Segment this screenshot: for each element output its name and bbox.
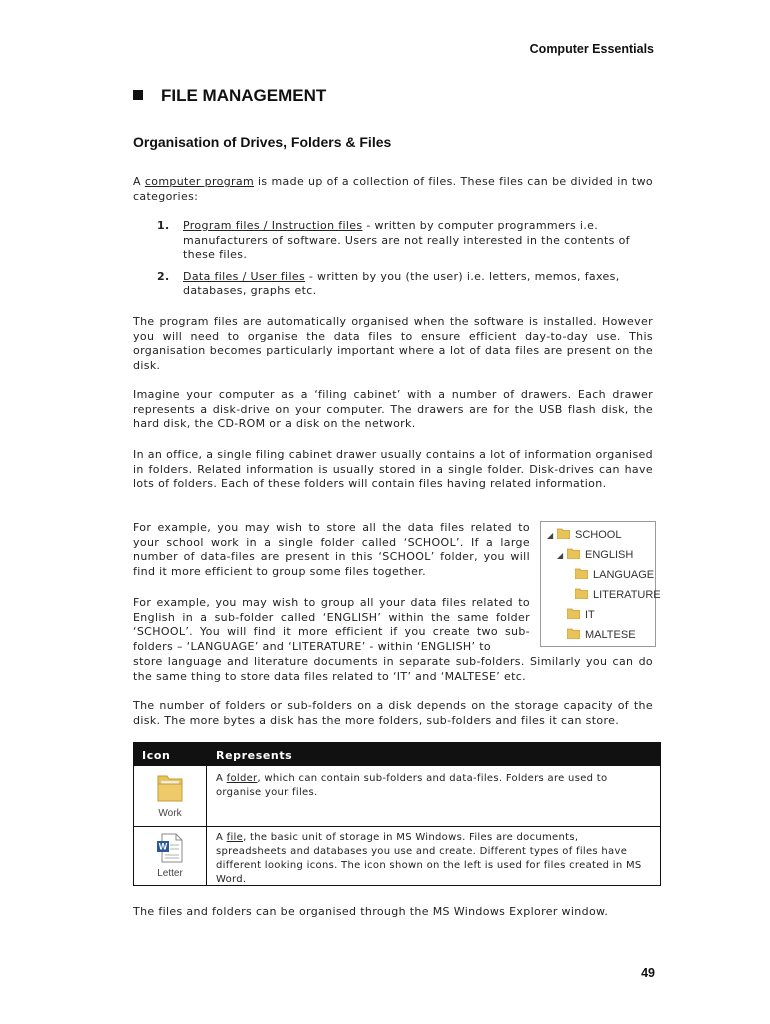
tree-node [557, 546, 633, 564]
folder-icon [567, 608, 580, 619]
page-number: 49 [641, 966, 655, 980]
expanded-triangle-icon: ◢ [547, 531, 554, 540]
list-item-number: 1. [157, 219, 170, 232]
intro-text-end: is made up of a collection of files. These files can be divided in two categories: [133, 175, 653, 203]
paragraph-english-subfolder: For example, you may wish to group all your data files related to English in a sub-folder called ‘ENGLISH’ within the same folder ‘SCHOOL’. You will find it more efficient if you create two sub-folders – ‘LANGUAGE’ and ‘LITERATURE’ - within ‘ENGLISH’ to [133, 596, 530, 653]
icon-cell [134, 766, 207, 826]
row-text-start: A [216, 832, 227, 843]
folder-icon [567, 548, 580, 559]
column-header-represents: Represents [216, 749, 293, 762]
paragraph-filing-cabinet: Imagine your computer as a ‘filing cabinet’ with a number of drawers. Each drawer represents a disk-drive on your computer. The drawers are for the USB flash disk, the hard disk, the CD-ROM or a disk on the network. [133, 388, 653, 431]
tree-node [547, 526, 621, 544]
table-row [134, 766, 660, 826]
folder-tree-image [540, 521, 661, 647]
table-row [134, 826, 660, 885]
column-header-icon: Icon [142, 749, 171, 762]
tree-node [567, 606, 595, 624]
list-item [133, 270, 653, 299]
subsection-title: Organisation of Drives, Folders & Files [133, 134, 392, 150]
folder-term: folder [226, 773, 258, 784]
icon-caption: Letter [157, 868, 183, 879]
list-item [133, 219, 653, 263]
icon-caption: Work [158, 808, 182, 819]
list-item-term: Data files / User files [183, 269, 306, 283]
list-item-text: - written by you (the user) i.e. letters, memos, faxes, databases, graphs etc. [183, 269, 620, 298]
row-text-end: , which can contain sub-folders and data-files. Folders are used to organise your files. [216, 773, 608, 798]
paragraph-storage-capacity: The number of folders or sub-folders on a disk depends on the storage capacity of the disk. The more bytes a disk has the more folders, sub-folders and files it can store. [133, 699, 653, 727]
folder-icon [557, 528, 570, 539]
list-item-number: 2. [157, 269, 170, 283]
tree-node-label: LANGUAGE [593, 569, 655, 581]
paragraph-windows-explorer: The files and folders can be organised through the MS Windows Explorer window. [133, 905, 609, 918]
folder-icon [575, 568, 588, 579]
tree-node-label: SCHOOL [575, 529, 622, 541]
row-description [216, 831, 646, 887]
file-categories-list [133, 219, 653, 306]
section-title [133, 86, 326, 106]
paragraph-english-subfolder-cont: store language and literature documents in separate sub-folders. Similarly you can do the same thing to store data files related to ‘IT’ and ‘MALTESE’ etc. [133, 655, 653, 683]
list-item-text: - written by computer programmers i.e. manufacturers of software. Users are not really interested in the contents of these files. [183, 219, 630, 262]
icon-table [133, 742, 661, 886]
folder-icon [567, 628, 580, 639]
tree-node-label: LITERATURE [593, 589, 661, 601]
tree-node [575, 586, 661, 604]
section-title-text: FILE MANAGEMENT [161, 86, 327, 105]
tree-node-label: MALTESE [585, 629, 636, 641]
paragraph-office-drawer: In an office, a single filing cabinet drawer usually contains a lot of information organised in folders. Related information is usually stored in a single folder. Disk-drives can have lots of folders. Each of these folders will contain files having related information. [133, 448, 653, 491]
row-text-end: , the basic unit of storage in MS Windows. Files are documents, spreadsheets and databases you use and create. Different types of files have different looking icons. The icon shown on the left is used for files created in MS Word. [216, 832, 642, 885]
square-bullet-icon [133, 90, 143, 100]
tree-node [567, 626, 636, 644]
tree-node-label: ENGLISH [585, 549, 634, 561]
folder-icon [156, 772, 184, 802]
icon-cell [134, 827, 207, 885]
folder-icon [575, 588, 588, 599]
running-header: Computer Essentials [529, 42, 654, 56]
row-text-start: A [216, 773, 227, 784]
paragraph-program-files: The program files are automatically organised when the software is installed. However you will need to organise the data files to ensure efficient day-to-day use. This organisation becomes particularly important where a lot of data files are present on the disk. [133, 315, 653, 372]
expanded-triangle-icon: ◢ [557, 551, 564, 560]
intro-text-start: A [133, 175, 145, 188]
paragraph-school-folder: For example, you may wish to store all the data files related to your school work in a single folder called ‘SCHOOL’. If a large number of data-files are present in this ‘SCHOOL’ folder, you will find it more efficient to group some files together. [133, 521, 530, 578]
file-term: file [226, 832, 244, 843]
svg-text:W: W [158, 841, 168, 852]
tree-node-label: IT [585, 609, 595, 621]
row-description [216, 772, 646, 800]
intro-paragraph [133, 175, 653, 204]
list-item-term: Program files / Instruction files [183, 219, 363, 232]
table-header [134, 743, 660, 766]
word-document-icon [156, 833, 184, 863]
computer-program-term: computer program [144, 175, 255, 188]
tree-node [575, 566, 654, 584]
